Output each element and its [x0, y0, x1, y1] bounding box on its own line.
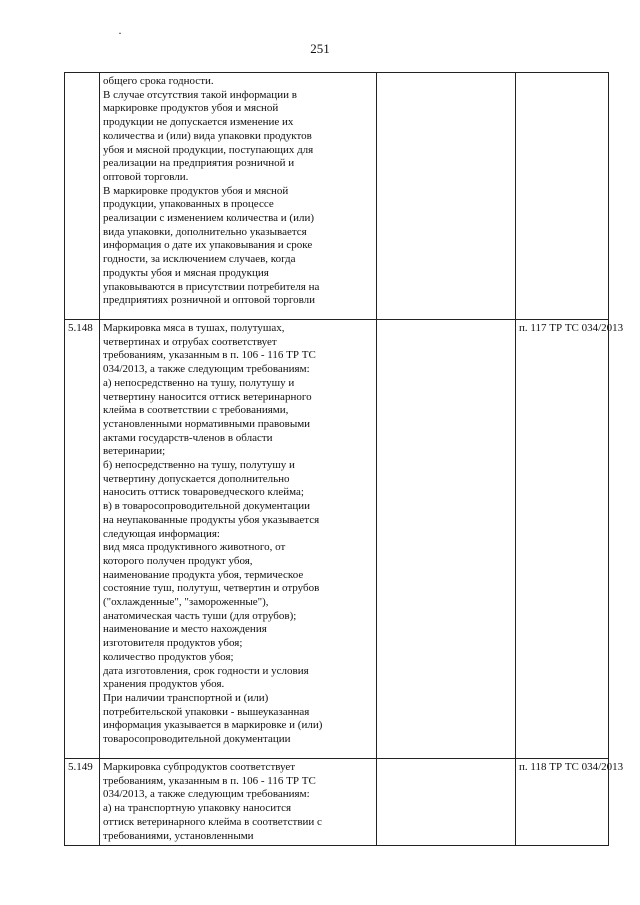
reference-cell [516, 320, 624, 759]
requirement-line: дата изготовления, срок годности и условия [103, 664, 309, 677]
requirement-line: требованиями, установленными [103, 829, 254, 842]
requirement-line: количество продуктов убоя; [103, 650, 234, 663]
item-number-cell [65, 73, 100, 320]
requirement-line: состояние туш, полутуш, четвертин и отрубов [103, 582, 320, 595]
requirement-line: При наличии транспортной и (или) [103, 691, 269, 704]
requirements-table [64, 72, 624, 846]
requirement-line: б) непосредственно на тушу, полутушу и [103, 459, 295, 472]
requirement-line: на неупакованные продукты убоя указывается [103, 513, 320, 526]
table-row [65, 73, 609, 320]
requirement-line: требованиям, указанным в п. 106 - 116 ТР ТС [103, 774, 316, 787]
requirement-line: клейма в соответствии с требованиями, [103, 404, 289, 417]
requirement-line: четвертинах и отрубах соответствует [103, 335, 277, 348]
requirement-line: а) непосредственно на тушу, полутушу и [103, 376, 295, 389]
requirement-line: ("охлажденные", "замороженные"), [103, 596, 269, 609]
requirement-line: реализации на предприятия розничной и [103, 157, 295, 170]
requirement-line: вида упаковки, дополнительно указывается [103, 225, 307, 238]
reference-cell [516, 73, 609, 320]
requirement-line: предприятиях розничной и оптовой торговли [103, 294, 315, 307]
reference-text: п. 117 ТР ТС 034/2013 [519, 322, 624, 334]
requirement-line: установленными нормативными правовыми [103, 417, 311, 430]
requirement-text-cell [100, 320, 377, 759]
requirement-line: 034/2013, а также следующим требованиям: [103, 363, 310, 376]
requirement-line: информация о дате их упаковывания и сроке [103, 239, 313, 252]
requirement-line: общего срока годности. [103, 75, 214, 87]
requirement-line: продукции не допускается изменение их [103, 116, 294, 129]
requirement-line: В случае отсутствия такой информации в [103, 88, 297, 101]
requirement-line: В маркировке продуктов убоя и мясной [103, 184, 289, 197]
requirement-line: в) в товаросопроводительной документации [103, 500, 311, 513]
item-number-cell [65, 320, 100, 759]
reference-text: п. 118 ТР ТС 034/2013 [519, 761, 624, 773]
requirement-line: Маркировка субпродуктов соответствует [103, 761, 296, 773]
requirement-line: упаковываются в присутствии потребителя на [103, 280, 320, 293]
extra-cell [377, 320, 516, 759]
requirement-line: реализации с изменением количества и (или) [103, 212, 314, 225]
requirement-line: продукции, упакованных в процессе [103, 198, 274, 211]
requirement-line: которого получен продукт убоя, [103, 554, 253, 567]
requirement-line: оттиск ветеринарного клейма в соответствии с [103, 815, 322, 828]
requirement-line: актами государств-членов в области [103, 431, 273, 444]
requirement-line: 034/2013, а также следующим требованиям: [103, 788, 310, 801]
requirement-line: четвертину допускается дополнительно [103, 472, 290, 485]
requirement-line: вид мяса продуктивного животного, от [103, 541, 286, 554]
item-number: 5.148 [68, 322, 93, 334]
requirement-text-cell [100, 73, 377, 320]
requirement-line: хранения продуктов убоя. [103, 678, 225, 691]
requirement-line: годности, за исключением случаев, когда [103, 253, 296, 266]
requirement-line: наименование и место нахождения [103, 623, 267, 636]
table-row [65, 759, 609, 846]
scan-mark: · [118, 26, 122, 40]
requirement-line: требованиям, указанным в п. 106 - 116 ТР ТС [103, 349, 316, 362]
requirement-line: информация указывается в маркировке и (или) [103, 719, 323, 732]
table-row [65, 320, 609, 759]
extra-cell [377, 73, 516, 320]
page-number: 251 [310, 41, 330, 56]
extra-cell [377, 759, 516, 846]
requirement-line: наименование продукта убоя, термическое [103, 568, 304, 581]
requirement-line: потребительской упаковки - вышеуказанная [103, 705, 310, 718]
requirement-line: Маркировка мяса в тушах, полутушах, [103, 322, 285, 334]
requirement-line: четвертину наносится оттиск ветеринарного [103, 390, 312, 403]
requirement-line: наносить оттиск товароведческого клейма; [103, 486, 304, 499]
item-number: 5.149 [68, 761, 93, 773]
requirement-line: убоя и мясной продукции, поступающих для [103, 143, 314, 156]
requirement-line: продукты убоя и мясная продукция [103, 266, 269, 279]
requirement-line: оптовой торговли. [103, 170, 189, 183]
requirement-line: ветеринарии; [103, 445, 166, 458]
requirement-text-cell [100, 759, 377, 846]
item-number-cell [65, 759, 100, 846]
requirement-line: количества и (или) вида упаковки продуктов [103, 129, 312, 142]
requirement-line: а) на транспортную упаковку наносится [103, 802, 292, 815]
requirement-line: анатомическая часть туши (для отрубов); [103, 609, 297, 622]
requirement-line: следующая информация: [103, 527, 220, 540]
requirement-line: товаросопроводительной документации [103, 733, 291, 746]
requirement-line: маркировке продуктов убоя и мясной [103, 102, 279, 115]
requirement-line: изготовителя продуктов убоя; [103, 637, 243, 650]
reference-cell [516, 759, 624, 846]
